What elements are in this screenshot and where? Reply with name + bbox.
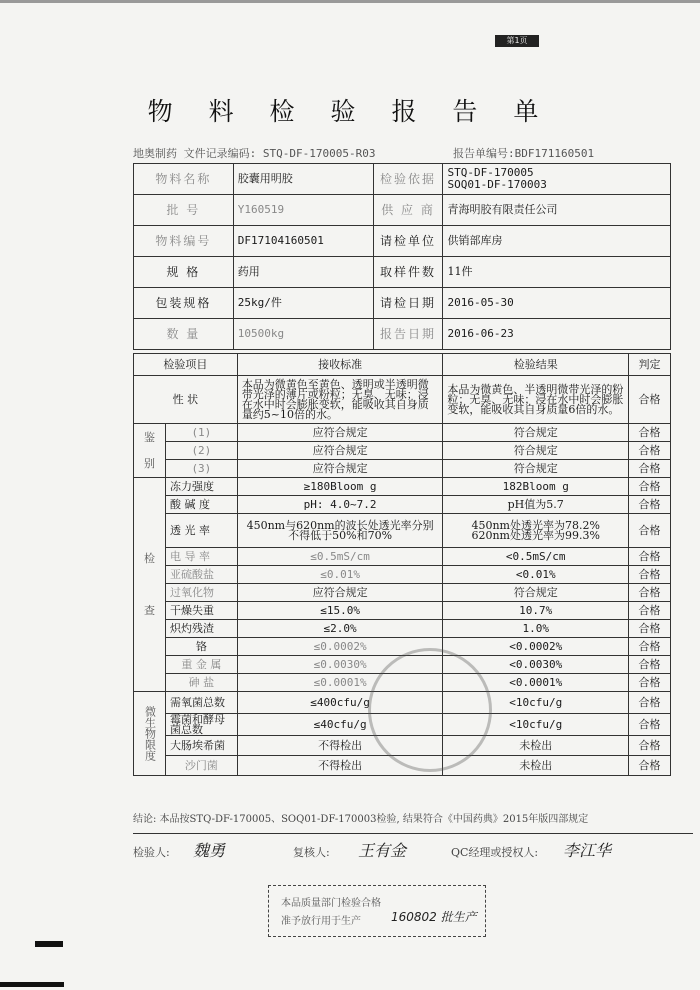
character-verdict: 合格 [629, 376, 671, 424]
check-result: 符合规定 [443, 584, 629, 602]
table-header-row [134, 354, 671, 376]
id-result: 符合规定 [443, 460, 629, 478]
check-result: <0.5mS/cm [443, 548, 629, 566]
id-verdict: 合格 [629, 442, 671, 460]
basis [443, 164, 671, 195]
table-row [134, 620, 671, 638]
micro-item: 大肠埃希菌 [165, 736, 237, 756]
inspection-label [134, 478, 166, 692]
check-standard: ≤0.01% [237, 566, 443, 584]
check-item: 过氧化物 [165, 584, 237, 602]
id-result: 符合规定 [443, 424, 629, 442]
table-row [134, 376, 671, 424]
character-standard: 本品为微黄色至黄色、透明或半透明微带光泽的薄片或粉粒；无臭、无味；浸在水中时会膨胀变软，能吸收其自身质量约5~10倍的水。 [237, 376, 443, 424]
id-result: 符合规定 [443, 442, 629, 460]
check-result-line1: 450nm处透光率为78.2% [471, 518, 600, 532]
check-item: 酸 碱 度 [165, 496, 237, 514]
character-label: 性 状 [134, 376, 238, 424]
conclusion: 结论: 本品按STQ-DF-170005、SOQ01-DF-170003检验, 结果符合《中国药典》2015年版四部规定 [133, 807, 693, 834]
table-row [134, 496, 671, 514]
release-stamp [268, 885, 486, 937]
micro-standard: 不得检出 [237, 736, 443, 756]
id-item: (3) [165, 460, 237, 478]
micro-standard: ≤400cfu/g [237, 692, 443, 714]
check-verdict: 合格 [629, 674, 671, 692]
check-verdict: 合格 [629, 514, 671, 548]
check-result: 1.0% [443, 620, 629, 638]
micro-standard: 不得检出 [237, 756, 443, 776]
signature-row [133, 836, 693, 866]
qc-label: QC经理或授权人: [451, 846, 539, 859]
table-row [134, 638, 671, 656]
info-row [134, 319, 671, 350]
check-standard: ≤0.0030% [237, 656, 443, 674]
check-item: 透 光 率 [165, 514, 237, 548]
basis-label: 检验依据 [373, 164, 443, 195]
page-marker: 第1页 [495, 35, 539, 47]
check-result: <0.0030% [443, 656, 629, 674]
table-row [134, 584, 671, 602]
request-dept-label: 请检单位 [373, 226, 443, 257]
header-result: 检验结果 [443, 354, 629, 376]
table-row [134, 602, 671, 620]
check-result: <0.01% [443, 566, 629, 584]
check-standard: ≥180Bloom g [237, 478, 443, 496]
spec-label: 规 格 [134, 257, 234, 288]
package: 25kg/件 [233, 288, 373, 319]
info-table [133, 163, 671, 350]
info-row [134, 257, 671, 288]
inspection-label-bottom: 查 [143, 603, 155, 617]
release-stamp-line1: 本品质量部门检验合格 [281, 898, 381, 909]
check-verdict: 合格 [629, 584, 671, 602]
micro-result: <10cfu/g [443, 714, 629, 736]
check-result: 182Bloom g [443, 478, 629, 496]
table-row [134, 460, 671, 478]
info-row [134, 164, 671, 195]
id-standard: 应符合规定 [237, 460, 443, 478]
quantity: 10500kg [233, 319, 373, 350]
check-verdict: 合格 [629, 496, 671, 514]
micro-result: 未检出 [443, 736, 629, 756]
report-date-label: 报告日期 [373, 319, 443, 350]
check-item: 铬 [165, 638, 237, 656]
check-standard: ≤0.0001% [237, 674, 443, 692]
release-stamp-line2: 准予放行用于生产 [281, 916, 361, 927]
material-code: DF17104160501 [233, 226, 373, 257]
inspector-signature: 魏勇 [193, 841, 226, 860]
check-result: pH值为5.7 [443, 496, 629, 514]
id-verdict: 合格 [629, 460, 671, 478]
check-verdict: 合格 [629, 548, 671, 566]
sample-qty-label: 取样件数 [373, 257, 443, 288]
micro-item: 霉菌和酵母菌总数 [165, 714, 237, 736]
check-item: 炽灼残渣 [165, 620, 237, 638]
micro-verdict: 合格 [629, 736, 671, 756]
qc-signature: 李江华 [563, 841, 612, 860]
info-row [134, 288, 671, 319]
check-standard: ≤0.0002% [237, 638, 443, 656]
code-label: 物料编号 [134, 226, 234, 257]
request-date: 2016-05-30 [443, 288, 671, 319]
batch-label: 批 号 [134, 195, 234, 226]
micro-result: 未检出 [443, 756, 629, 776]
check-standard: 应符合规定 [237, 584, 443, 602]
table-row [134, 514, 671, 548]
report-number: 报告单编号:BDF171160501 [453, 147, 595, 160]
check-result: 10.7% [443, 602, 629, 620]
check-result: <0.0002% [443, 638, 629, 656]
check-standard: ≤15.0% [237, 602, 443, 620]
identification-label-top: 鉴 [143, 430, 155, 444]
check-standard: ≤0.5mS/cm [237, 548, 443, 566]
identification-label-bottom: 别 [143, 456, 155, 470]
inspector-label: 检验人: [133, 846, 170, 859]
basis-line1: STQ-DF-170005 [447, 166, 534, 179]
spec: 药用 [233, 257, 373, 288]
reviewer-label: 复核人: [293, 846, 330, 859]
report-date: 2016-06-23 [443, 319, 671, 350]
material-name-label: 物料名称 [134, 164, 234, 195]
id-standard: 应符合规定 [237, 442, 443, 460]
check-item: 重 金 属 [165, 656, 237, 674]
micro-verdict: 合格 [629, 692, 671, 714]
doc-record-code: 地奥制药 文件记录编码: STQ-DF-170005-R03 [133, 147, 376, 160]
check-result [443, 514, 629, 548]
check-standard: pH: 4.0~7.2 [237, 496, 443, 514]
quantity-label: 数 量 [134, 319, 234, 350]
micro-standard: ≤40cfu/g [237, 714, 443, 736]
table-row [134, 478, 671, 496]
table-row [134, 424, 671, 442]
header-verdict: 判定 [629, 354, 671, 376]
micro-result: <10cfu/g [443, 692, 629, 714]
reviewer-signature: 王有金 [358, 841, 407, 860]
quality-seal [368, 648, 492, 772]
sample-qty: 11件 [443, 257, 671, 288]
check-standard: 450nm与620nm的波长处透光率分别不得低于50%和70% [237, 514, 443, 548]
micro-item: 沙门菌 [165, 756, 237, 776]
supplier: 青海明胶有限责任公司 [443, 195, 671, 226]
character-result: 本品为微黄色、半透明微带光泽的粉粒；无臭、无味；浸在水中时会膨胀变软，能吸收其自身质量6倍的水。 [443, 376, 629, 424]
table-row [134, 442, 671, 460]
material-name: 胶囊用明胶 [233, 164, 373, 195]
package-label: 包装规格 [134, 288, 234, 319]
check-item: 亚硫酸盐 [165, 566, 237, 584]
request-date-label: 请检日期 [373, 288, 443, 319]
check-result-line2: 620nm处透光率为99.3% [471, 528, 600, 542]
check-verdict: 合格 [629, 478, 671, 496]
table-row [134, 548, 671, 566]
check-standard: ≤2.0% [237, 620, 443, 638]
basis-line2: SOQ01-DF-170003 [447, 178, 547, 191]
id-item: (2) [165, 442, 237, 460]
inspection-label-top: 检 [143, 551, 155, 565]
check-item: 砷 盐 [165, 674, 237, 692]
check-item: 干燥失重 [165, 602, 237, 620]
micro-verdict: 合格 [629, 756, 671, 776]
info-row [134, 195, 671, 226]
header-item: 检验项目 [134, 354, 238, 376]
release-stamp-handwritten: 160802 批生产 [391, 910, 477, 924]
check-verdict: 合格 [629, 638, 671, 656]
id-standard: 应符合规定 [237, 424, 443, 442]
scan-edge-top [0, 0, 700, 3]
id-item: (1) [165, 424, 237, 442]
check-item: 电 导 率 [165, 548, 237, 566]
info-row [134, 226, 671, 257]
supplier-label: 供 应 商 [373, 195, 443, 226]
request-dept: 供销部库房 [443, 226, 671, 257]
table-row [134, 566, 671, 584]
scan-mark [35, 941, 63, 947]
micro-label: 微生物限度 [134, 692, 166, 776]
report-title: 物 料 检 验 报 告 单 [147, 97, 553, 126]
header-standard: 接收标准 [237, 354, 443, 376]
micro-item: 需氧菌总数 [165, 692, 237, 714]
batch-number: Y160519 [233, 195, 373, 226]
check-verdict: 合格 [629, 656, 671, 674]
micro-verdict: 合格 [629, 714, 671, 736]
check-verdict: 合格 [629, 620, 671, 638]
scan-mark-bottom [0, 982, 64, 987]
check-item: 冻力强度 [165, 478, 237, 496]
check-verdict: 合格 [629, 602, 671, 620]
identification-label [134, 424, 166, 478]
check-verdict: 合格 [629, 566, 671, 584]
id-verdict: 合格 [629, 424, 671, 442]
check-result: <0.0001% [443, 674, 629, 692]
